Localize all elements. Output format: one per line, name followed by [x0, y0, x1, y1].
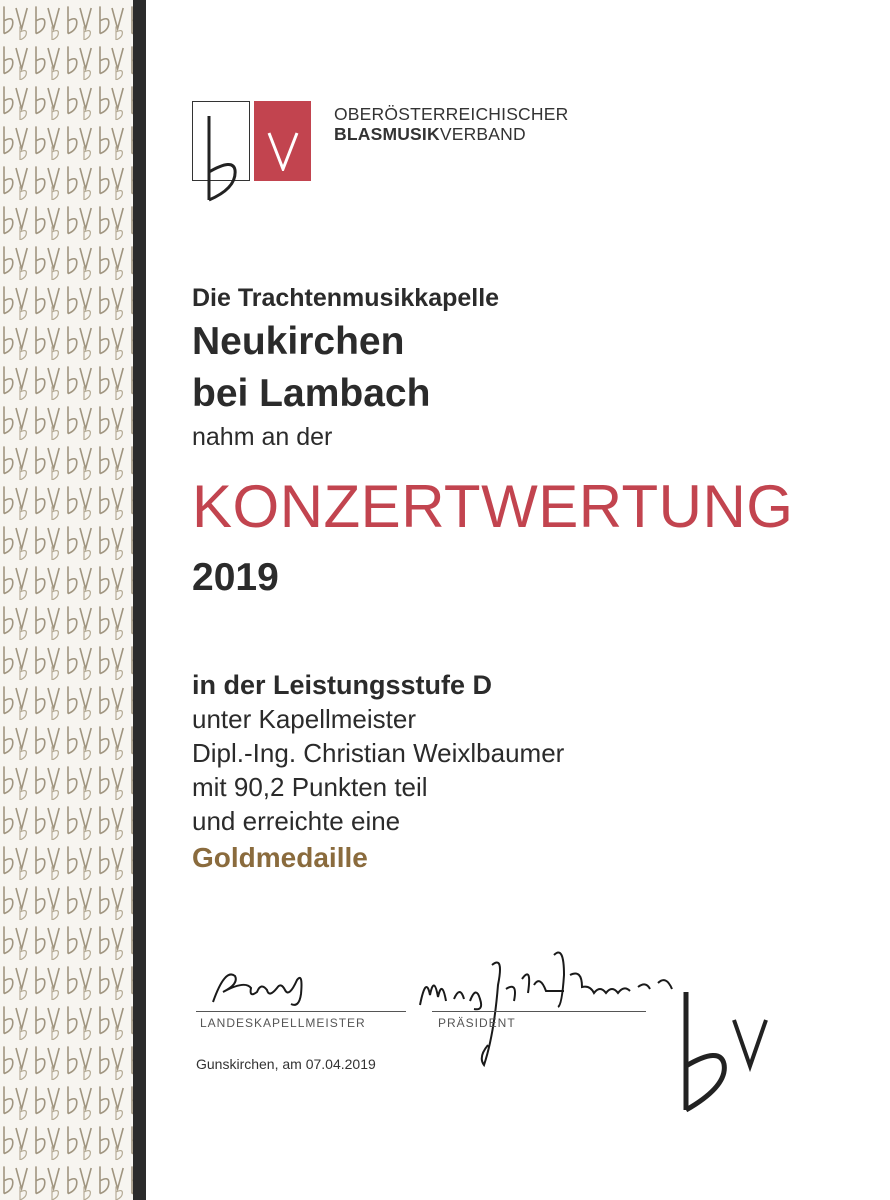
band-name-line2: bei Lambach: [192, 372, 431, 415]
organization-name-bold: BLASMUSIK: [334, 124, 440, 144]
place-date: Gunskirchen, am 07.04.2019: [196, 1056, 376, 1072]
took-part-text: nahm an der: [192, 423, 333, 451]
left-signature-line: [196, 1011, 406, 1012]
under-conductor-text: unter Kapellmeister: [192, 704, 416, 734]
decorative-pattern-strip: [0, 0, 133, 1200]
bv-logo-icon: [192, 101, 250, 181]
left-signature: [205, 958, 335, 1013]
organization-name-line2: [334, 124, 526, 145]
achieved-text: und erreichte eine: [192, 806, 401, 836]
right-signature-label: PRÄSIDENT: [438, 1016, 516, 1030]
left-signature-label: LANDESKAPELLMEISTER: [200, 1016, 366, 1030]
level-text: in der Leistungsstufe D: [192, 670, 493, 700]
medal-text: Goldmedaille: [192, 842, 368, 873]
bv-logo-red-block: [254, 101, 311, 181]
intro-text: Die Trachtenmusikkapelle: [192, 284, 500, 312]
event-title: KONZERTWERTUNG: [192, 473, 794, 540]
decorative-dark-stripe: [133, 0, 146, 1200]
organization-name-line1: OBERÖSTERREICHISCHER: [334, 104, 569, 124]
event-year: 2019: [192, 556, 279, 599]
right-signature-line: [432, 1011, 646, 1012]
band-name-line1: Neukirchen: [192, 320, 405, 363]
conductor-name: Dipl.-Ing. Christian Weixlbaumer: [192, 738, 565, 768]
bv-large-icon: [676, 990, 776, 1115]
organization-name-rest: VERBAND: [439, 124, 526, 144]
points-text: mit 90,2 Punkten teil: [192, 772, 428, 802]
right-signature: [414, 945, 679, 1070]
